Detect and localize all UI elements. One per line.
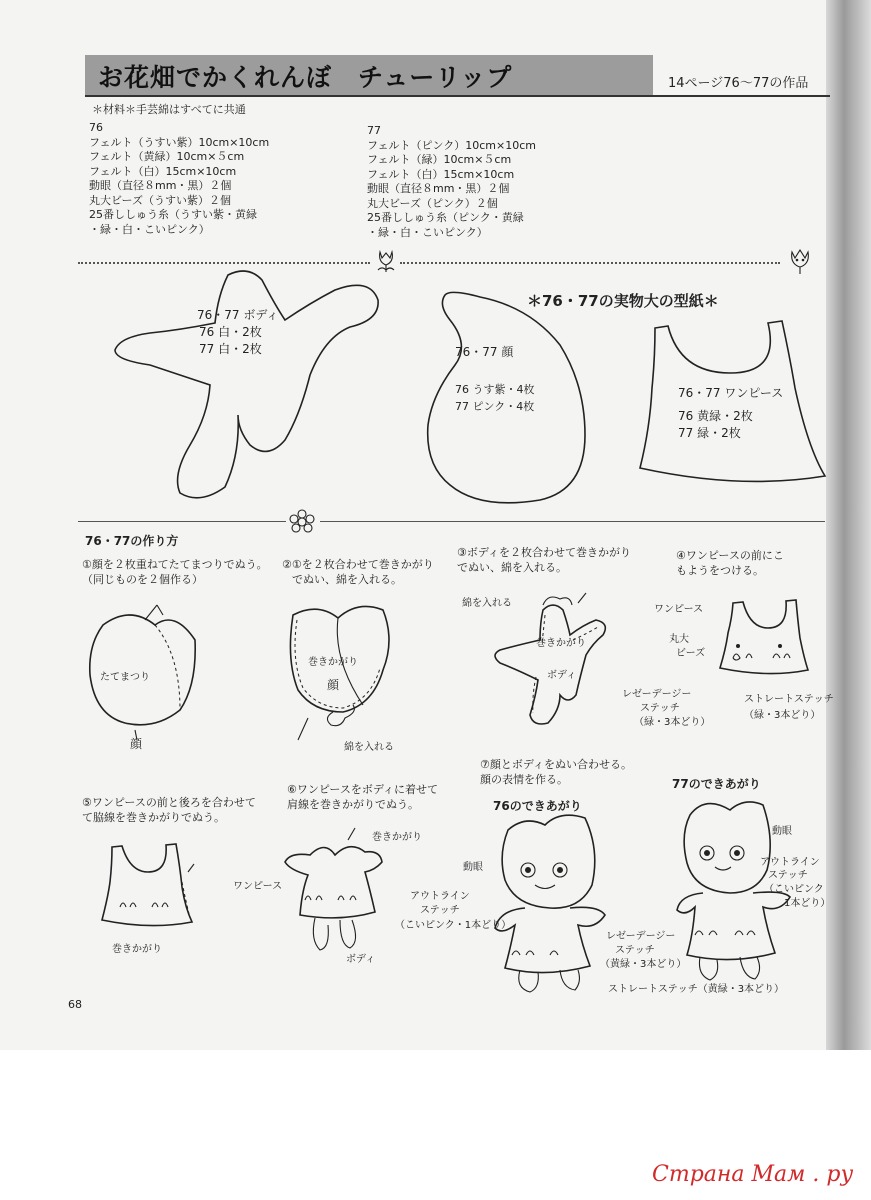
step-line: ③ボディを２枚合わせて巻きかがり xyxy=(457,546,631,559)
face-label: 顔 xyxy=(130,737,143,751)
bead-label-l1: 丸大 xyxy=(669,634,689,645)
page-reference: 14ページ76〜77の作品 xyxy=(668,76,809,91)
step-line: ⑤ワンピースの前と後ろを合わせて xyxy=(82,796,256,809)
body-pattern-76: 76 白・2枚 xyxy=(199,325,262,339)
makikagari-label-2: 巻きかがり xyxy=(536,638,586,649)
body-label-2: ボディ xyxy=(346,954,376,965)
materials-line: 25番ししゅう糸（うすい紫・黄緑 xyxy=(89,208,257,221)
body-pattern-label xyxy=(197,307,278,358)
step-line: ⑥ワンピースをボディに着せて xyxy=(287,783,438,796)
step-3-text xyxy=(457,545,631,575)
straight-stitch-label-2: （緑・3本どり） xyxy=(744,710,821,721)
outline2-label-4: 1本どり） xyxy=(784,898,831,909)
materials-line: フェルト（うすい紫）10cm×10cm xyxy=(89,135,270,149)
makikagari-label-4: 巻きかがり xyxy=(372,832,422,843)
flower-ornament-icon xyxy=(288,510,316,534)
wata-label: 綿を入れる xyxy=(344,742,394,753)
step-line: もようをつける。 xyxy=(676,564,764,577)
step-line: 肩線を巻きかがりでぬう。 xyxy=(287,798,419,811)
outline2-label-3: （こいピンク xyxy=(764,884,824,895)
step-1-text xyxy=(82,557,268,587)
finished-76-title: 76のできあがり xyxy=(493,799,582,813)
materials-line: 25番ししゅう糸（ピンク・黄緑 xyxy=(367,211,524,224)
step-line: でぬい、綿を入れる。 xyxy=(457,561,567,574)
lazy-daisy-label-2: ステッチ xyxy=(640,703,680,714)
materials-line: フェルト（白）15cm×10cm xyxy=(89,164,237,178)
dotted-divider xyxy=(400,262,780,264)
lazy2-label-3: （黄緑・3本どり） xyxy=(600,959,687,970)
straight-stitch-label: ストレートステッチ xyxy=(744,694,834,705)
materials-line: 丸大ビーズ（うすい紫）２個 xyxy=(89,193,232,207)
step-2-text xyxy=(282,557,434,587)
face-pattern-77: 77 ピンク・4枚 xyxy=(455,400,535,413)
dotted-divider xyxy=(78,262,370,264)
body-label: ボディ xyxy=(547,670,577,681)
materials-line: フェルト（ピンク）10cm×10cm xyxy=(367,138,536,152)
straight2-label: ストレートステッチ（黄緑・3本どり） xyxy=(608,984,785,995)
finished-76-illustration xyxy=(490,810,615,995)
face-pattern-76: 76 うす紫・4枚 xyxy=(455,383,535,396)
step-line: ④ワンピースの前にこ xyxy=(676,549,784,562)
materials-77-number: 77 xyxy=(367,124,381,137)
step-line: 顔の表情を作る。 xyxy=(480,773,568,786)
materials-line: フェルト（黄緑）10cm×５cm xyxy=(89,150,245,163)
materials-line: 動眼（直径８mm・黒）２個 xyxy=(89,179,232,192)
bead-label-2: ビーズ xyxy=(676,648,706,659)
dougan-label: 動眼 xyxy=(463,862,483,873)
dress-pattern-label xyxy=(678,385,783,442)
lazy2-label: レゼーデージー xyxy=(606,931,676,942)
watermark: Страна Мам . ру xyxy=(652,1162,854,1187)
step-line: て脇線を巻きかがりでぬう。 xyxy=(82,811,225,824)
page-title: お花畑でかくれんぼ チューリップ xyxy=(98,63,513,92)
face-label-2: 顔 xyxy=(327,678,340,692)
pattern-section-title: ＊76・77の実物大の型紙＊ xyxy=(527,292,719,310)
wata-label-2: 綿を入れる xyxy=(462,598,512,609)
body-pattern-name: 76・77 ボディ xyxy=(197,308,279,322)
step-6-illustration xyxy=(280,830,390,970)
step-line: ①顔を２枚重ねてたてまつりでぬう。 xyxy=(82,558,268,571)
step-4-text xyxy=(676,548,784,578)
title-rule xyxy=(85,95,830,97)
outline-label-2: ステッチ xyxy=(420,905,460,916)
face-pattern-label xyxy=(455,344,535,415)
outline-label-3: （こいピンク・1本どり） xyxy=(395,920,512,931)
step-line: （同じものを２個作る） xyxy=(82,573,203,586)
finished-77-title: 77のできあがり xyxy=(672,777,761,791)
materials-line: フェルト（白）15cm×10cm xyxy=(367,167,515,181)
materials-heading: ＊材料＊手芸綿はすべてに共通 xyxy=(92,103,246,116)
materials-line: 動眼（直径８mm・黒）２個 xyxy=(367,182,510,195)
bead-label xyxy=(669,630,689,645)
step-line: ②①を２枚合わせて巻きかがり xyxy=(282,558,434,571)
book-spine xyxy=(826,0,871,1050)
dress-pattern-76: 76 黄緑・2枚 xyxy=(678,409,753,423)
dress-pattern-77: 77 緑・2枚 xyxy=(678,426,741,440)
outline2-label: アウトライン xyxy=(760,857,820,868)
onepiece-label-2: ワンピース xyxy=(233,881,283,892)
step-6-text xyxy=(287,782,438,812)
lazy-daisy-label-3: （緑・3本どり） xyxy=(634,717,711,728)
step-line: でぬい、綿を入れる。 xyxy=(292,573,402,586)
face-pattern-name: 76・77 顔 xyxy=(455,345,514,359)
step-3-illustration xyxy=(488,595,613,730)
materials-77 xyxy=(367,124,536,240)
step-2-illustration xyxy=(283,600,398,740)
step-5-text xyxy=(82,795,256,825)
outline2-label-2: ステッチ xyxy=(768,870,808,881)
dougan-label-2: 動眼 xyxy=(772,826,792,837)
body-pattern xyxy=(110,265,385,510)
dress-pattern-name: 76・77 ワンピース xyxy=(678,386,784,400)
instructions-title: 76・77の作り方 xyxy=(85,534,179,548)
lazy2-label-2: ステッチ xyxy=(615,945,655,956)
divider xyxy=(320,521,825,522)
materials-line: 丸大ビーズ（ピンク）２個 xyxy=(367,196,498,210)
onepiece-label: ワンピース xyxy=(654,604,704,615)
step-4-illustration xyxy=(718,598,808,678)
lazy-daisy-label: レゼーデージー xyxy=(622,689,692,700)
outline-label: アウトライン xyxy=(410,891,470,902)
makikagari-label-3: 巻きかがり xyxy=(112,944,162,955)
makikagari-label: 巻きかがり xyxy=(308,657,358,668)
page-number: 68 xyxy=(68,998,82,1011)
divider xyxy=(78,521,286,522)
materials-76-number: 76 xyxy=(89,121,103,134)
materials-line: ・緑・白・こいピンク） xyxy=(367,225,488,239)
materials-line: ・緑・白・こいピンク） xyxy=(89,222,210,236)
body-pattern-77: 77 白・2枚 xyxy=(199,342,262,356)
tulip-ornament-icon xyxy=(786,246,814,276)
materials-line: フェルト（緑）10cm×５cm xyxy=(367,153,512,166)
tatematsuri-label: たてまつり xyxy=(100,672,150,683)
materials-76 xyxy=(89,121,269,237)
step-5-illustration xyxy=(100,842,200,932)
step-7-text xyxy=(480,757,632,787)
step-line: ⑦顔とボディをぬい合わせる。 xyxy=(480,758,632,771)
